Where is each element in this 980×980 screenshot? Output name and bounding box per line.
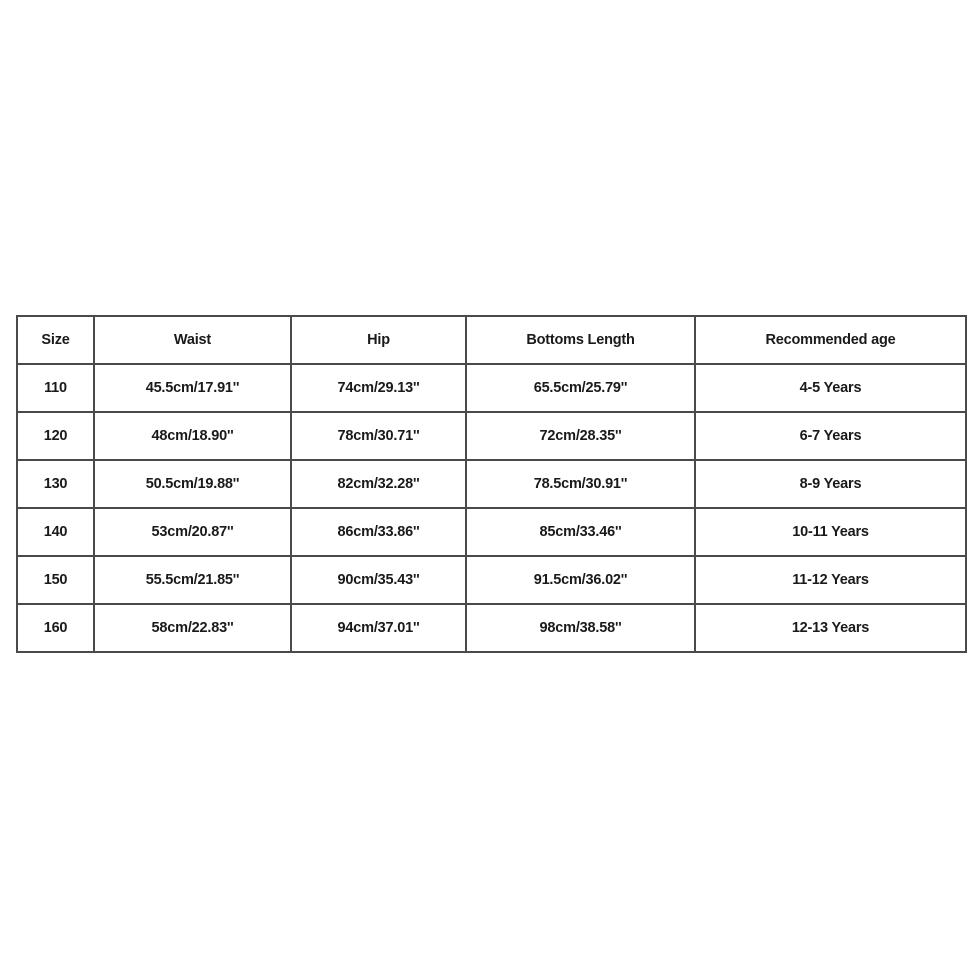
cell-waist: 53cm/20.87'' [94,508,291,556]
cell-hip: 82cm/32.28'' [291,460,466,508]
cell-waist: 45.5cm/17.91'' [94,364,291,412]
cell-waist: 48cm/18.90'' [94,412,291,460]
cell-hip: 94cm/37.01'' [291,604,466,652]
cell-recommended-age: 6-7 Years [695,412,966,460]
cell-hip: 78cm/30.71'' [291,412,466,460]
cell-size: 120 [17,412,94,460]
cell-bottoms-length: 65.5cm/25.79'' [466,364,695,412]
table-header [17,316,966,364]
cell-size: 160 [17,604,94,652]
table-row [17,364,966,412]
table-row [17,604,966,652]
cell-bottoms-length: 91.5cm/36.02'' [466,556,695,604]
cell-bottoms-length: 72cm/28.35'' [466,412,695,460]
cell-waist: 50.5cm/19.88'' [94,460,291,508]
cell-size: 130 [17,460,94,508]
cell-waist: 58cm/22.83'' [94,604,291,652]
cell-hip: 90cm/35.43'' [291,556,466,604]
cell-waist: 55.5cm/21.85'' [94,556,291,604]
cell-size: 140 [17,508,94,556]
cell-size: 150 [17,556,94,604]
header-row [17,316,966,364]
size-chart-table [16,315,967,653]
table-row [17,412,966,460]
header-bottoms-length: Bottoms Length [466,316,695,364]
cell-recommended-age: 8-9 Years [695,460,966,508]
table-row [17,508,966,556]
cell-bottoms-length: 78.5cm/30.91'' [466,460,695,508]
cell-recommended-age: 11-12 Years [695,556,966,604]
table-row [17,460,966,508]
cell-bottoms-length: 85cm/33.46'' [466,508,695,556]
header-size: Size [17,316,94,364]
cell-bottoms-length: 98cm/38.58'' [466,604,695,652]
header-hip: Hip [291,316,466,364]
cell-recommended-age: 10-11 Years [695,508,966,556]
table-row [17,556,966,604]
cell-recommended-age: 4-5 Years [695,364,966,412]
cell-hip: 86cm/33.86'' [291,508,466,556]
header-recommended-age: Recommended age [695,316,966,364]
table-body [17,364,966,652]
cell-hip: 74cm/29.13'' [291,364,466,412]
cell-recommended-age: 12-13 Years [695,604,966,652]
cell-size: 110 [17,364,94,412]
header-waist: Waist [94,316,291,364]
